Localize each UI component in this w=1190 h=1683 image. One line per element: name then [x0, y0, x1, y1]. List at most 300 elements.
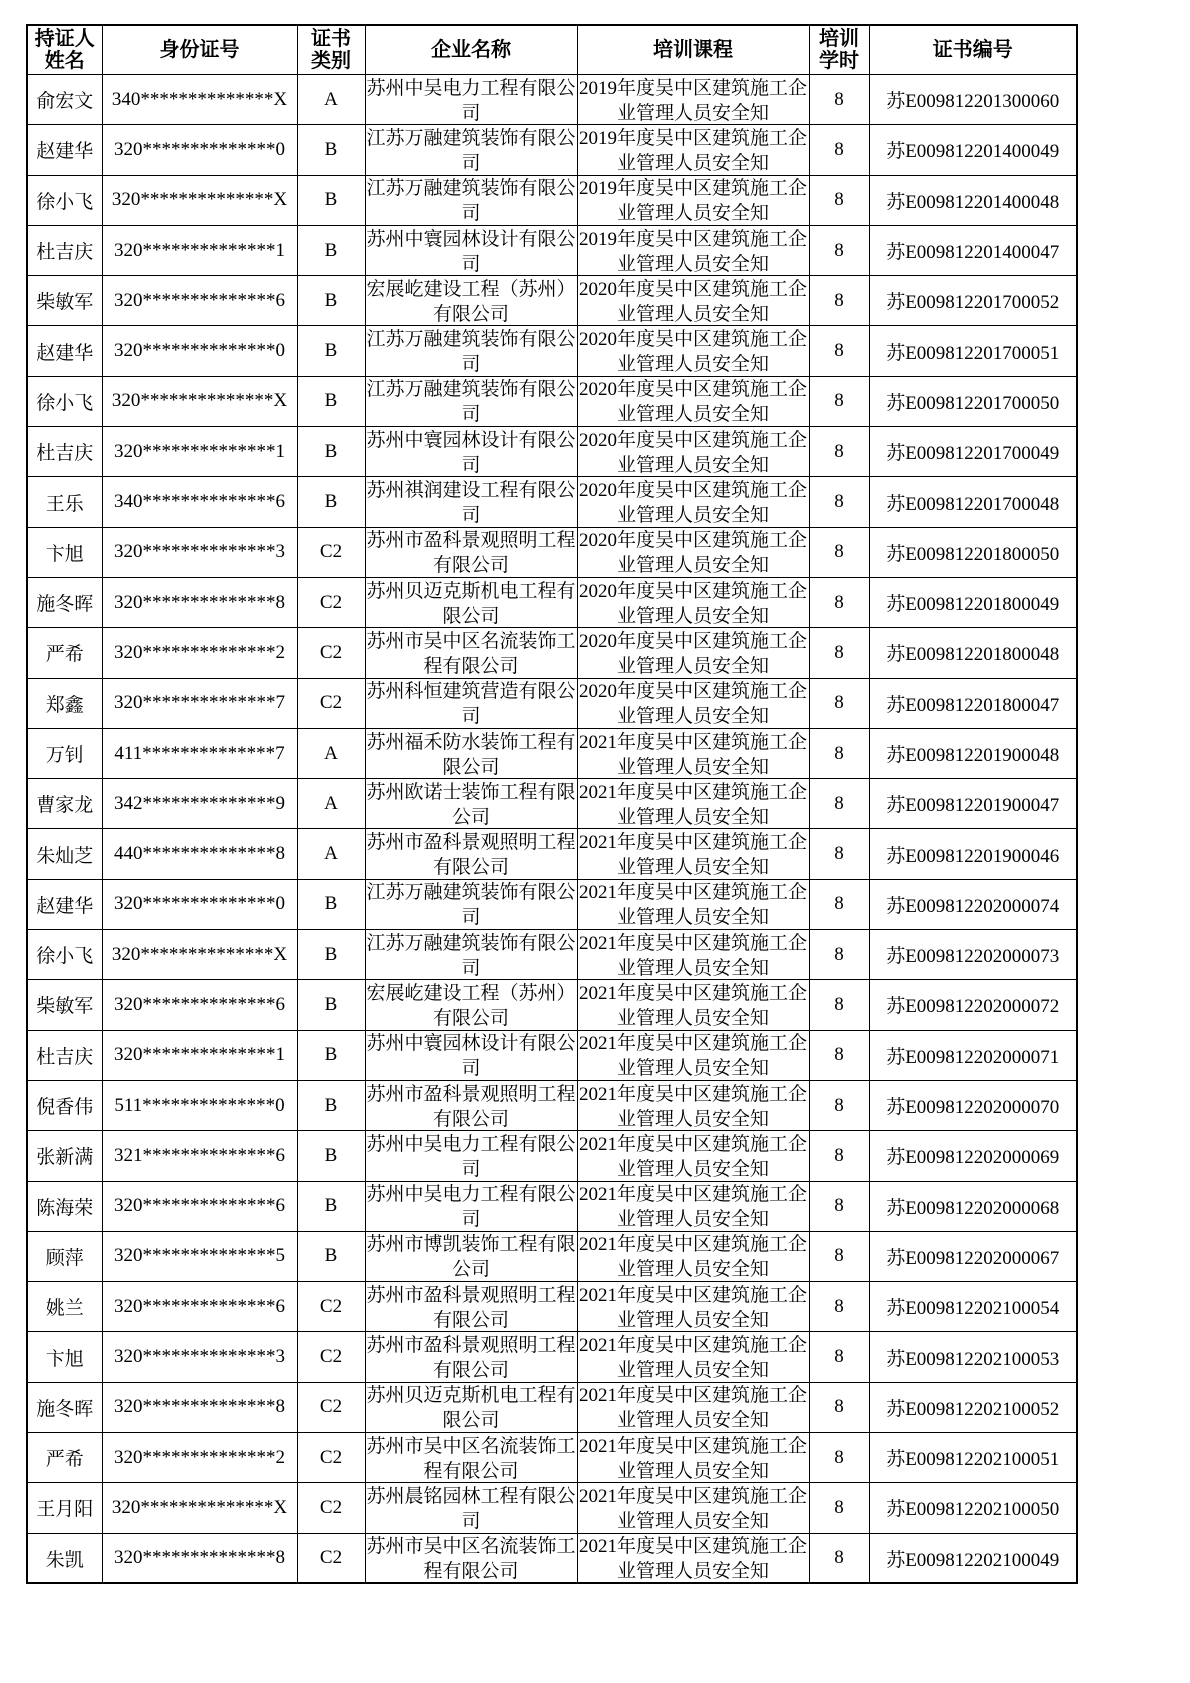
cert-category-cell: C2 — [297, 577, 365, 627]
hours-cell: 8 — [809, 1231, 869, 1281]
table-row — [27, 930, 1077, 980]
holder-name-cell: 俞宏文 — [27, 75, 102, 125]
id-number-cell: 340**************X — [102, 75, 297, 125]
holder-name-cell: 陈海荣 — [27, 1181, 102, 1231]
id-number-cell: 342**************9 — [102, 779, 297, 829]
cert-category-cell: A — [297, 829, 365, 879]
holder-name-cell: 卞旭 — [27, 527, 102, 577]
id-number-cell: 320**************3 — [102, 1332, 297, 1382]
hours-cell: 8 — [809, 1030, 869, 1080]
company-cell — [365, 1382, 577, 1432]
cert-number-cell: 苏E009812201700048 — [869, 477, 1077, 527]
course-cell — [577, 75, 809, 125]
company-cell-text: 苏州晨铭园林工程有限公司 — [366, 1485, 576, 1532]
company-cell-text: 苏州欧诺士装饰工程有限公司 — [366, 781, 576, 828]
company-cell — [365, 527, 577, 577]
course-cell-text: 2021年度吴中区建筑施工企业管理人员安全知 — [578, 932, 807, 979]
id-number-cell: 320**************2 — [102, 1433, 297, 1483]
course-cell-text: 2021年度吴中区建筑施工企业管理人员安全知 — [578, 1335, 807, 1382]
table-row — [27, 1181, 1077, 1231]
course-cell-text: 2021年度吴中区建筑施工企业管理人员安全知 — [578, 1485, 807, 1532]
company-cell-text: 苏州贝迈克斯机电工程有限公司 — [366, 580, 576, 627]
hours-cell: 8 — [809, 628, 869, 678]
company-cell-text: 苏州中寰园林设计有限公司 — [366, 228, 576, 275]
company-cell-text: 苏州市吴中区名流装饰工程有限公司 — [366, 1435, 576, 1482]
id-number-cell: 320**************6 — [102, 276, 297, 326]
course-cell-text: 2021年度吴中区建筑施工企业管理人员安全知 — [578, 1033, 807, 1080]
table-row — [27, 779, 1077, 829]
table-row — [27, 1080, 1077, 1130]
id-number-cell: 320**************X — [102, 1483, 297, 1533]
company-cell-text: 宏展屹建设工程（苏州）有限公司 — [366, 982, 576, 1029]
company-cell-text: 苏州中寰园林设计有限公司 — [366, 429, 576, 476]
holder-name-cell: 朱灿芝 — [27, 829, 102, 879]
table-row — [27, 728, 1077, 778]
holder-name-cell: 杜吉庆 — [27, 427, 102, 477]
hours-cell: 8 — [809, 980, 869, 1030]
course-cell-text: 2021年度吴中区建筑施工企业管理人员安全知 — [578, 982, 807, 1029]
company-cell — [365, 1181, 577, 1231]
table-row — [27, 276, 1077, 326]
course-cell — [577, 1030, 809, 1080]
header-holder-name — [27, 25, 102, 75]
id-number-cell: 320**************1 — [102, 427, 297, 477]
course-cell — [577, 1533, 809, 1583]
table-row — [27, 628, 1077, 678]
header-cert-number: 证书编号 — [869, 25, 1077, 75]
cert-category-cell: C2 — [297, 1533, 365, 1583]
course-cell-text: 2021年度吴中区建筑施工企业管理人员安全知 — [578, 1083, 807, 1130]
holder-name-cell: 姚兰 — [27, 1282, 102, 1332]
company-cell-text: 苏州市盈科景观照明工程有限公司 — [366, 832, 576, 879]
cert-number-cell: 苏E009812201900047 — [869, 779, 1077, 829]
holder-name-cell: 施冬晖 — [27, 577, 102, 627]
header-hours-line1: 培训 — [819, 28, 859, 50]
course-cell — [577, 527, 809, 577]
company-cell — [365, 125, 577, 175]
course-cell — [577, 276, 809, 326]
course-cell-text: 2021年度吴中区建筑施工企业管理人员安全知 — [578, 832, 807, 879]
company-cell-text: 苏州科恒建筑营造有限公司 — [366, 681, 576, 728]
table-row — [27, 678, 1077, 728]
table-row — [27, 376, 1077, 426]
hours-cell: 8 — [809, 276, 869, 326]
cert-category-cell: B — [297, 1080, 365, 1130]
header-holder-name-line2: 姓名 — [44, 50, 85, 72]
company-cell — [365, 577, 577, 627]
hours-cell: 8 — [809, 326, 869, 376]
company-cell-text: 苏州市吴中区名流装饰工程有限公司 — [366, 1536, 576, 1582]
company-cell — [365, 1080, 577, 1130]
course-cell-text: 2021年度吴中区建筑施工企业管理人员安全知 — [578, 1435, 807, 1482]
cert-number-cell: 苏E009812201800048 — [869, 628, 1077, 678]
cert-number-cell: 苏E009812202000074 — [869, 879, 1077, 929]
cert-number-cell: 苏E009812201400049 — [869, 125, 1077, 175]
holder-name-cell: 曹家龙 — [27, 779, 102, 829]
certificate-table — [26, 24, 1078, 1584]
cert-number-cell: 苏E009812202000070 — [869, 1080, 1077, 1130]
course-cell — [577, 728, 809, 778]
hours-cell: 8 — [809, 477, 869, 527]
company-cell-text: 苏州市盈科景观照明工程有限公司 — [366, 1335, 576, 1382]
course-cell-text: 2020年度吴中区建筑施工企业管理人员安全知 — [578, 329, 807, 376]
cert-category-cell: B — [297, 1131, 365, 1181]
course-cell-text: 2021年度吴中区建筑施工企业管理人员安全知 — [578, 1234, 807, 1281]
company-cell — [365, 678, 577, 728]
course-cell-text: 2020年度吴中区建筑施工企业管理人员安全知 — [578, 379, 807, 426]
cert-category-cell: B — [297, 276, 365, 326]
cert-category-cell: B — [297, 125, 365, 175]
table-row — [27, 125, 1077, 175]
course-cell — [577, 829, 809, 879]
hours-cell: 8 — [809, 1533, 869, 1583]
cert-number-cell: 苏E009812202000069 — [869, 1131, 1077, 1181]
holder-name-cell: 卞旭 — [27, 1332, 102, 1382]
company-cell — [365, 376, 577, 426]
hours-cell: 8 — [809, 829, 869, 879]
course-cell — [577, 1181, 809, 1231]
id-number-cell: 321**************6 — [102, 1131, 297, 1181]
course-cell — [577, 1080, 809, 1130]
holder-name-cell: 杜吉庆 — [27, 1030, 102, 1080]
course-cell-text: 2019年度吴中区建筑施工企业管理人员安全知 — [578, 178, 807, 225]
cert-category-cell: B — [297, 175, 365, 225]
company-cell-text: 苏州祺润建设工程有限公司 — [366, 480, 576, 527]
id-number-cell: 320**************6 — [102, 1181, 297, 1231]
table-row — [27, 1282, 1077, 1332]
table-row — [27, 879, 1077, 929]
cert-number-cell: 苏E009812202100054 — [869, 1282, 1077, 1332]
cert-category-cell: C2 — [297, 678, 365, 728]
hours-cell: 8 — [809, 1483, 869, 1533]
cert-number-cell: 苏E009812201700051 — [869, 326, 1077, 376]
table-row — [27, 1433, 1077, 1483]
header-holder-name-line1: 持证人 — [34, 28, 95, 50]
course-cell-text: 2021年度吴中区建筑施工企业管理人员安全知 — [578, 1284, 807, 1331]
company-cell-text: 宏展屹建设工程（苏州）有限公司 — [366, 278, 576, 325]
table-row — [27, 980, 1077, 1030]
id-number-cell: 320**************1 — [102, 225, 297, 275]
hours-cell: 8 — [809, 779, 869, 829]
holder-name-cell: 徐小飞 — [27, 376, 102, 426]
holder-name-cell: 王乐 — [27, 477, 102, 527]
holder-name-cell: 赵建华 — [27, 879, 102, 929]
course-cell — [577, 980, 809, 1030]
course-cell-text: 2019年度吴中区建筑施工企业管理人员安全知 — [578, 228, 807, 275]
hours-cell: 8 — [809, 1332, 869, 1382]
table-row — [27, 326, 1077, 376]
course-cell-text: 2020年度吴中区建筑施工企业管理人员安全知 — [578, 681, 807, 728]
company-cell-text: 江苏万融建筑装饰有限公司 — [366, 932, 576, 979]
course-cell — [577, 678, 809, 728]
hours-cell: 8 — [809, 930, 869, 980]
table-row — [27, 1030, 1077, 1080]
course-cell-text: 2021年度吴中区建筑施工企业管理人员安全知 — [578, 781, 807, 828]
company-cell — [365, 628, 577, 678]
cert-number-cell: 苏E009812201800047 — [869, 678, 1077, 728]
table-body — [27, 75, 1077, 1584]
cert-number-cell: 苏E009812202000068 — [869, 1181, 1077, 1231]
holder-name-cell: 顾萍 — [27, 1231, 102, 1281]
hours-cell: 8 — [809, 1181, 869, 1231]
cert-category-cell: C2 — [297, 1433, 365, 1483]
cert-category-cell: B — [297, 1181, 365, 1231]
course-cell-text: 2020年度吴中区建筑施工企业管理人员安全知 — [578, 530, 807, 577]
hours-cell: 8 — [809, 879, 869, 929]
cert-number-cell: 苏E009812202000067 — [869, 1231, 1077, 1281]
header-id-number: 身份证号 — [102, 25, 297, 75]
company-cell — [365, 1433, 577, 1483]
holder-name-cell: 柴敏军 — [27, 276, 102, 326]
hours-cell: 8 — [809, 678, 869, 728]
header-hours — [809, 25, 869, 75]
hours-cell: 8 — [809, 1131, 869, 1181]
id-number-cell: 320**************6 — [102, 1282, 297, 1332]
course-cell — [577, 175, 809, 225]
course-cell — [577, 477, 809, 527]
hours-cell: 8 — [809, 577, 869, 627]
hours-cell: 8 — [809, 175, 869, 225]
cert-category-cell: B — [297, 376, 365, 426]
course-cell — [577, 1483, 809, 1533]
cert-category-cell: A — [297, 779, 365, 829]
company-cell-text: 苏州市盈科景观照明工程有限公司 — [366, 1083, 576, 1130]
table-row — [27, 1231, 1077, 1281]
hours-cell: 8 — [809, 225, 869, 275]
company-cell-text: 江苏万融建筑装饰有限公司 — [366, 329, 576, 376]
id-number-cell: 320**************0 — [102, 879, 297, 929]
course-cell-text: 2020年度吴中区建筑施工企业管理人员安全知 — [578, 278, 807, 325]
company-cell-text: 江苏万融建筑装饰有限公司 — [366, 178, 576, 225]
company-cell — [365, 930, 577, 980]
cert-number-cell: 苏E009812202000073 — [869, 930, 1077, 980]
holder-name-cell: 朱凯 — [27, 1533, 102, 1583]
company-cell — [365, 879, 577, 929]
course-cell-text: 2020年度吴中区建筑施工企业管理人员安全知 — [578, 580, 807, 627]
header-hours-line2: 学时 — [819, 50, 859, 72]
id-number-cell: 440**************8 — [102, 829, 297, 879]
cert-category-cell: C2 — [297, 527, 365, 577]
course-cell — [577, 326, 809, 376]
course-cell — [577, 1131, 809, 1181]
course-cell-text: 2019年度吴中区建筑施工企业管理人员安全知 — [578, 77, 807, 124]
course-cell — [577, 577, 809, 627]
company-cell — [365, 175, 577, 225]
hours-cell: 8 — [809, 427, 869, 477]
cert-number-cell: 苏E009812202000072 — [869, 980, 1077, 1030]
cert-category-cell: A — [297, 728, 365, 778]
cert-category-cell: A — [297, 75, 365, 125]
hours-cell: 8 — [809, 1433, 869, 1483]
holder-name-cell: 郑鑫 — [27, 678, 102, 728]
company-cell — [365, 779, 577, 829]
course-cell — [577, 930, 809, 980]
company-cell — [365, 225, 577, 275]
company-cell — [365, 829, 577, 879]
hours-cell: 8 — [809, 125, 869, 175]
cert-category-cell: B — [297, 930, 365, 980]
course-cell-text: 2020年度吴中区建筑施工企业管理人员安全知 — [578, 480, 807, 527]
holder-name-cell: 柴敏军 — [27, 980, 102, 1030]
cert-number-cell: 苏E009812201700052 — [869, 276, 1077, 326]
cert-category-cell: B — [297, 326, 365, 376]
cert-number-cell: 苏E009812201800049 — [869, 577, 1077, 627]
id-number-cell: 320**************3 — [102, 527, 297, 577]
company-cell — [365, 477, 577, 527]
course-cell-text: 2021年度吴中区建筑施工企业管理人员安全知 — [578, 731, 807, 778]
course-cell-text: 2021年度吴中区建筑施工企业管理人员安全知 — [578, 882, 807, 929]
cert-category-cell: B — [297, 879, 365, 929]
id-number-cell: 320**************1 — [102, 1030, 297, 1080]
cert-category-cell: B — [297, 427, 365, 477]
course-cell — [577, 628, 809, 678]
course-cell — [577, 779, 809, 829]
hours-cell: 8 — [809, 376, 869, 426]
company-cell-text: 苏州中吴电力工程有限公司 — [366, 1184, 576, 1231]
course-cell — [577, 1332, 809, 1382]
table-row — [27, 1332, 1077, 1382]
course-cell — [577, 1433, 809, 1483]
course-cell — [577, 125, 809, 175]
company-cell — [365, 1332, 577, 1382]
cert-number-cell: 苏E009812201400048 — [869, 175, 1077, 225]
cert-category-cell: C2 — [297, 1332, 365, 1382]
id-number-cell: 320**************2 — [102, 628, 297, 678]
company-cell — [365, 276, 577, 326]
company-cell-text: 苏州福禾防水装饰工程有限公司 — [366, 731, 576, 778]
id-number-cell: 511**************0 — [102, 1080, 297, 1130]
cert-category-cell: B — [297, 225, 365, 275]
cert-number-cell: 苏E009812202100053 — [869, 1332, 1077, 1382]
course-cell-text: 2021年度吴中区建筑施工企业管理人员安全知 — [578, 1536, 807, 1582]
company-cell — [365, 1282, 577, 1332]
cert-number-cell: 苏E009812202000071 — [869, 1030, 1077, 1080]
holder-name-cell: 严希 — [27, 628, 102, 678]
id-number-cell: 320**************8 — [102, 1382, 297, 1432]
company-cell-text: 苏州市博凯装饰工程有限公司 — [366, 1234, 576, 1281]
id-number-cell: 320**************0 — [102, 125, 297, 175]
holder-name-cell: 杜吉庆 — [27, 225, 102, 275]
course-cell-text: 2019年度吴中区建筑施工企业管理人员安全知 — [578, 127, 807, 174]
id-number-cell: 320**************X — [102, 376, 297, 426]
company-cell-text: 苏州中吴电力工程有限公司 — [366, 77, 576, 124]
course-cell — [577, 1282, 809, 1332]
company-cell-text: 江苏万融建筑装饰有限公司 — [366, 127, 576, 174]
cert-number-cell: 苏E009812201900046 — [869, 829, 1077, 879]
table-row — [27, 75, 1077, 125]
company-cell-text: 苏州中寰园林设计有限公司 — [366, 1033, 576, 1080]
id-number-cell: 320**************5 — [102, 1231, 297, 1281]
course-cell-text: 2021年度吴中区建筑施工企业管理人员安全知 — [578, 1184, 807, 1231]
cert-category-cell: B — [297, 1231, 365, 1281]
company-cell-text: 苏州市吴中区名流装饰工程有限公司 — [366, 630, 576, 677]
company-cell — [365, 75, 577, 125]
company-cell-text: 苏州市盈科景观照明工程有限公司 — [366, 1284, 576, 1331]
table-row — [27, 1131, 1077, 1181]
holder-name-cell: 赵建华 — [27, 125, 102, 175]
course-cell-text: 2021年度吴中区建筑施工企业管理人员安全知 — [578, 1133, 807, 1180]
holder-name-cell: 徐小飞 — [27, 175, 102, 225]
cert-category-cell: C2 — [297, 1483, 365, 1533]
hours-cell: 8 — [809, 728, 869, 778]
company-cell-text: 苏州市盈科景观照明工程有限公司 — [366, 530, 576, 577]
cert-category-cell: C2 — [297, 1382, 365, 1432]
company-cell — [365, 728, 577, 778]
header-cert-category — [297, 25, 365, 75]
holder-name-cell: 施冬晖 — [27, 1382, 102, 1432]
id-number-cell: 320**************8 — [102, 1533, 297, 1583]
company-cell — [365, 1231, 577, 1281]
course-cell — [577, 225, 809, 275]
course-cell-text: 2020年度吴中区建筑施工企业管理人员安全知 — [578, 429, 807, 476]
header-cert-category-line2: 类别 — [311, 50, 351, 72]
cert-category-cell: C2 — [297, 1282, 365, 1332]
hours-cell: 8 — [809, 1282, 869, 1332]
table-row — [27, 1483, 1077, 1533]
id-number-cell: 411**************7 — [102, 728, 297, 778]
table-row — [27, 527, 1077, 577]
id-number-cell: 340**************6 — [102, 477, 297, 527]
company-cell — [365, 427, 577, 477]
course-cell — [577, 376, 809, 426]
cert-category-cell: B — [297, 980, 365, 1030]
cert-number-cell: 苏E009812201900048 — [869, 728, 1077, 778]
table-row — [27, 1382, 1077, 1432]
id-number-cell: 320**************X — [102, 175, 297, 225]
table-row — [27, 577, 1077, 627]
header-cert-category-line1: 证书 — [311, 28, 351, 50]
table-row — [27, 477, 1077, 527]
header-row — [27, 25, 1077, 75]
course-cell-text: 2021年度吴中区建筑施工企业管理人员安全知 — [578, 1385, 807, 1432]
company-cell — [365, 1533, 577, 1583]
course-cell — [577, 1382, 809, 1432]
holder-name-cell: 赵建华 — [27, 326, 102, 376]
company-cell — [365, 980, 577, 1030]
cert-number-cell: 苏E009812201400047 — [869, 225, 1077, 275]
hours-cell: 8 — [809, 1382, 869, 1432]
holder-name-cell: 万钊 — [27, 728, 102, 778]
company-cell-text: 苏州贝迈克斯机电工程有限公司 — [366, 1385, 576, 1432]
holder-name-cell: 张新满 — [27, 1131, 102, 1181]
company-cell — [365, 326, 577, 376]
cert-category-cell: B — [297, 1030, 365, 1080]
id-number-cell: 320**************X — [102, 930, 297, 980]
hours-cell: 8 — [809, 1080, 869, 1130]
cert-number-cell: 苏E009812202100051 — [869, 1433, 1077, 1483]
company-cell-text: 江苏万融建筑装饰有限公司 — [366, 379, 576, 426]
hours-cell: 8 — [809, 75, 869, 125]
table-row — [27, 829, 1077, 879]
header-course: 培训课程 — [577, 25, 809, 75]
holder-name-cell: 倪香伟 — [27, 1080, 102, 1130]
table-row — [27, 175, 1077, 225]
cert-number-cell: 苏E009812202100050 — [869, 1483, 1077, 1533]
course-cell-text: 2020年度吴中区建筑施工企业管理人员安全知 — [578, 630, 807, 677]
cert-number-cell: 苏E009812201700049 — [869, 427, 1077, 477]
company-cell — [365, 1131, 577, 1181]
company-cell — [365, 1483, 577, 1533]
table-row — [27, 1533, 1077, 1583]
cert-number-cell: 苏E009812201300060 — [869, 75, 1077, 125]
course-cell — [577, 879, 809, 929]
cert-category-cell: C2 — [297, 628, 365, 678]
cert-number-cell: 苏E009812202100052 — [869, 1382, 1077, 1432]
id-number-cell: 320**************7 — [102, 678, 297, 728]
table-row — [27, 427, 1077, 477]
cert-number-cell: 苏E009812202100049 — [869, 1533, 1077, 1583]
company-cell-text: 苏州中吴电力工程有限公司 — [366, 1133, 576, 1180]
